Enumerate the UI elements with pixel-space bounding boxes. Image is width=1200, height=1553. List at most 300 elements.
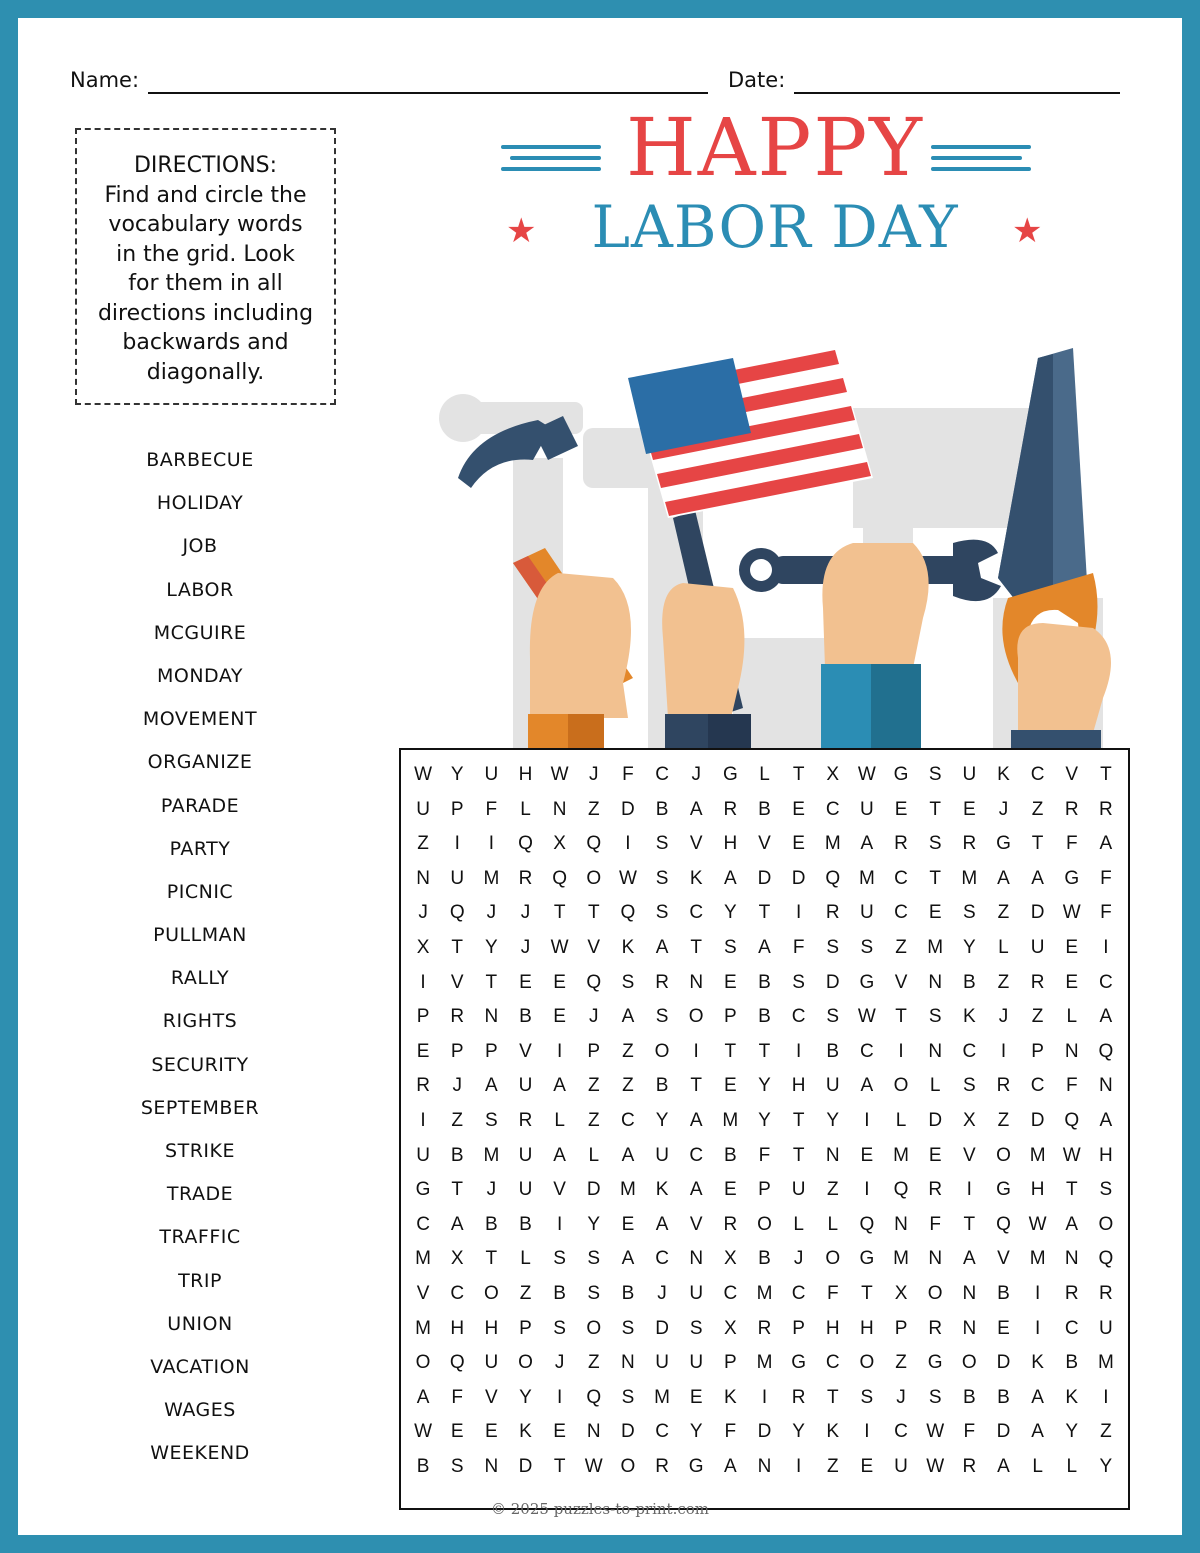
grid-letter[interactable]: L bbox=[998, 936, 1009, 958]
grid-letter[interactable]: N bbox=[1064, 1248, 1079, 1270]
grid-letter[interactable]: I bbox=[556, 1386, 563, 1408]
grid-letter[interactable]: H bbox=[518, 764, 533, 785]
grid-letter[interactable]: L bbox=[759, 764, 770, 785]
grid-letter[interactable]: L bbox=[1066, 1006, 1078, 1028]
grid-letter[interactable]: M bbox=[620, 1179, 636, 1201]
grid-letter[interactable]: Z bbox=[587, 1109, 600, 1131]
grid-letter[interactable]: E bbox=[928, 1144, 942, 1166]
grid-letter[interactable]: X bbox=[826, 764, 840, 785]
grid-letter[interactable]: C bbox=[962, 1040, 977, 1062]
grid-letter[interactable]: T bbox=[895, 1006, 907, 1028]
grid-letter[interactable]: J bbox=[486, 1179, 497, 1201]
grid-letter[interactable]: U bbox=[689, 1352, 704, 1374]
grid-letter[interactable]: T bbox=[929, 798, 941, 820]
grid-letter[interactable]: I bbox=[556, 1213, 563, 1235]
grid-letter[interactable]: Y bbox=[758, 1109, 771, 1131]
grid-letter[interactable]: Q bbox=[449, 902, 465, 924]
grid-letter[interactable]: J bbox=[520, 902, 531, 924]
grid-letter[interactable]: S bbox=[485, 1109, 498, 1131]
grid-letter[interactable]: I bbox=[1034, 1282, 1041, 1304]
grid-letter[interactable]: U bbox=[962, 764, 977, 785]
grid-letter[interactable]: S bbox=[450, 1455, 464, 1477]
grid-letter[interactable]: N bbox=[621, 1352, 635, 1374]
grid-letter[interactable]: M bbox=[415, 1317, 431, 1339]
grid-letter[interactable]: I bbox=[556, 1040, 563, 1062]
grid-letter[interactable]: Y bbox=[587, 1213, 601, 1235]
grid-letter[interactable]: R bbox=[1099, 1282, 1113, 1304]
grid-letter[interactable]: A bbox=[1031, 1421, 1044, 1443]
grid-letter[interactable]: T bbox=[553, 902, 566, 924]
grid-letter[interactable]: I bbox=[1103, 1386, 1109, 1408]
grid-letter[interactable]: U bbox=[450, 867, 465, 889]
grid-letter[interactable]: E bbox=[894, 798, 908, 820]
grid-letter[interactable]: S bbox=[826, 936, 840, 958]
grid-letter[interactable]: S bbox=[655, 867, 669, 889]
grid-letter[interactable]: O bbox=[859, 1352, 875, 1374]
grid-letter[interactable]: N bbox=[1064, 1040, 1079, 1062]
grid-letter[interactable]: N bbox=[484, 1006, 499, 1028]
grid-letter[interactable]: Z bbox=[1100, 1421, 1112, 1443]
grid-letter[interactable]: I bbox=[864, 1421, 870, 1443]
grid-letter[interactable]: H bbox=[791, 1075, 806, 1097]
grid-letter[interactable]: P bbox=[1031, 1040, 1044, 1062]
grid-letter[interactable]: A bbox=[553, 1144, 566, 1166]
grid-letter[interactable]: J bbox=[486, 902, 497, 924]
grid-letter[interactable]: P bbox=[792, 1317, 805, 1339]
grid-letter[interactable]: M bbox=[483, 867, 500, 889]
grid-letter[interactable]: R bbox=[450, 1006, 465, 1028]
grid-letter[interactable]: Z bbox=[622, 1075, 634, 1097]
grid-letter[interactable]: E bbox=[860, 1144, 874, 1166]
grid-letter[interactable]: R bbox=[1030, 971, 1045, 993]
grid-letter[interactable]: V bbox=[997, 1248, 1010, 1270]
grid-letter[interactable]: B bbox=[519, 1213, 532, 1235]
grid-letter[interactable]: F bbox=[1100, 867, 1112, 889]
grid-letter[interactable]: A bbox=[758, 936, 771, 958]
grid-letter[interactable]: L bbox=[520, 798, 531, 820]
grid-letter[interactable]: R bbox=[825, 902, 840, 924]
grid-letter[interactable]: W bbox=[1028, 1213, 1047, 1235]
grid-letter[interactable]: D bbox=[757, 1421, 772, 1443]
grid-letter[interactable]: E bbox=[553, 1006, 566, 1028]
grid-letter[interactable]: K bbox=[826, 1421, 840, 1443]
grid-letter[interactable]: A bbox=[416, 1386, 430, 1408]
grid-letter[interactable]: Z bbox=[895, 1352, 907, 1374]
grid-letter[interactable]: R bbox=[723, 1213, 738, 1235]
grid-letter[interactable]: W bbox=[857, 1006, 876, 1028]
grid-letter[interactable]: M bbox=[893, 1144, 909, 1166]
grid-letter[interactable]: T bbox=[1031, 833, 1044, 855]
grid-letter[interactable]: U bbox=[1030, 936, 1045, 958]
grid-letter[interactable]: E bbox=[553, 1421, 566, 1443]
grid-letter[interactable]: P bbox=[450, 1040, 464, 1062]
grid-letter[interactable]: R bbox=[757, 1317, 772, 1339]
grid-letter[interactable]: W bbox=[926, 1455, 945, 1477]
grid-letter[interactable]: V bbox=[553, 1179, 566, 1201]
grid-letter[interactable]: H bbox=[484, 1317, 499, 1339]
grid-letter[interactable]: F bbox=[963, 1421, 976, 1443]
grid-letter[interactable]: S bbox=[792, 971, 805, 993]
grid-letter[interactable]: L bbox=[929, 1075, 941, 1097]
grid-letter[interactable]: Q bbox=[586, 971, 602, 993]
grid-letter[interactable]: A bbox=[1099, 833, 1113, 855]
grid-letter[interactable]: Y bbox=[1099, 1455, 1113, 1477]
grid-letter[interactable]: F bbox=[724, 1421, 737, 1443]
grid-letter[interactable]: Z bbox=[997, 971, 1010, 993]
grid-letter[interactable]: Q bbox=[586, 833, 602, 855]
grid-letter[interactable]: N bbox=[586, 1421, 601, 1443]
grid-letter[interactable]: L bbox=[895, 1109, 907, 1131]
grid-letter[interactable]: S bbox=[553, 1317, 566, 1339]
grid-letter[interactable]: K bbox=[519, 1421, 532, 1443]
grid-letter[interactable]: U bbox=[655, 1352, 669, 1374]
grid-letter[interactable]: P bbox=[723, 1352, 737, 1374]
grid-letter[interactable]: G bbox=[996, 833, 1011, 855]
grid-letter[interactable]: P bbox=[450, 798, 464, 820]
grid-letter[interactable]: S bbox=[928, 1386, 942, 1408]
grid-letter[interactable]: A bbox=[689, 1109, 703, 1131]
grid-letter[interactable]: Z bbox=[997, 902, 1010, 924]
grid-letter[interactable]: S bbox=[587, 1282, 601, 1304]
grid-letter[interactable]: X bbox=[416, 936, 430, 958]
grid-letter[interactable]: S bbox=[962, 1075, 976, 1097]
grid-letter[interactable]: I bbox=[1000, 1040, 1007, 1062]
grid-letter[interactable]: T bbox=[485, 1248, 498, 1270]
grid-letter[interactable]: I bbox=[420, 971, 426, 993]
grid-letter[interactable]: I bbox=[625, 833, 631, 855]
date-line[interactable] bbox=[794, 92, 1120, 94]
grid-letter[interactable]: D bbox=[1030, 902, 1045, 924]
grid-letter[interactable]: F bbox=[1100, 902, 1112, 924]
grid-letter[interactable]: T bbox=[451, 1179, 464, 1201]
grid-letter[interactable]: I bbox=[898, 1040, 904, 1062]
grid-letter[interactable]: O bbox=[825, 1248, 841, 1270]
grid-letter[interactable]: I bbox=[420, 1109, 426, 1131]
grid-letter[interactable]: O bbox=[927, 1282, 943, 1304]
grid-letter[interactable]: C bbox=[791, 1006, 806, 1028]
grid-letter[interactable]: N bbox=[484, 1455, 499, 1477]
grid-letter[interactable]: Z bbox=[587, 1075, 600, 1097]
grid-letter[interactable]: Y bbox=[962, 936, 976, 958]
grid-letter[interactable]: A bbox=[997, 867, 1010, 889]
grid-letter[interactable]: M bbox=[483, 1144, 500, 1166]
grid-letter[interactable]: S bbox=[723, 936, 737, 958]
grid-letter[interactable]: H bbox=[1099, 1144, 1113, 1166]
grid-letter[interactable]: H bbox=[825, 1317, 840, 1339]
grid-letter[interactable]: Z bbox=[1031, 1006, 1044, 1028]
grid-letter[interactable]: G bbox=[1064, 867, 1080, 889]
grid-letter[interactable]: Y bbox=[655, 1109, 669, 1131]
grid-letter[interactable]: Z bbox=[587, 798, 600, 820]
grid-letter[interactable]: Y bbox=[758, 1075, 771, 1097]
grid-letter[interactable]: E bbox=[416, 1040, 430, 1062]
grid-letter[interactable]: K bbox=[723, 1386, 737, 1408]
grid-letter[interactable]: E bbox=[485, 1421, 498, 1443]
grid-letter[interactable]: R bbox=[723, 798, 738, 820]
grid-letter[interactable]: C bbox=[825, 798, 840, 820]
grid-letter[interactable]: G bbox=[893, 764, 909, 785]
grid-letter[interactable]: Q bbox=[620, 902, 636, 924]
grid-letter[interactable]: A bbox=[1099, 1006, 1113, 1028]
grid-letter[interactable]: Q bbox=[893, 1179, 909, 1201]
grid-letter[interactable]: B bbox=[758, 1006, 771, 1028]
grid-letter[interactable]: Y bbox=[519, 1386, 532, 1408]
grid-letter[interactable]: B bbox=[655, 1075, 669, 1097]
grid-letter[interactable]: A bbox=[655, 1213, 669, 1235]
grid-letter[interactable]: C bbox=[655, 764, 669, 785]
grid-letter[interactable]: N bbox=[962, 1317, 977, 1339]
grid-letter[interactable]: V bbox=[689, 1213, 703, 1235]
grid-letter[interactable]: U bbox=[860, 902, 874, 924]
grid-letter[interactable]: A bbox=[723, 867, 737, 889]
grid-letter[interactable]: E bbox=[621, 1213, 635, 1235]
grid-letter[interactable]: I bbox=[1103, 936, 1109, 958]
grid-letter[interactable]: N bbox=[416, 867, 430, 889]
grid-letter[interactable]: M bbox=[722, 1109, 739, 1131]
grid-letter[interactable]: Q bbox=[449, 1352, 465, 1374]
grid-letter[interactable]: L bbox=[1066, 1455, 1078, 1477]
grid-letter[interactable]: D bbox=[996, 1421, 1011, 1443]
grid-letter[interactable]: J bbox=[554, 1352, 565, 1374]
grid-letter[interactable]: W bbox=[584, 1455, 603, 1477]
grid-letter[interactable]: G bbox=[688, 1455, 704, 1477]
grid-letter[interactable]: A bbox=[962, 1248, 976, 1270]
grid-letter[interactable]: U bbox=[484, 1352, 499, 1374]
grid-letter[interactable]: L bbox=[1032, 1455, 1043, 1477]
grid-letter[interactable]: T bbox=[485, 971, 498, 993]
grid-letter[interactable]: M bbox=[1029, 1144, 1046, 1166]
grid-letter[interactable]: O bbox=[586, 1317, 602, 1339]
grid-letter[interactable]: W bbox=[1062, 1144, 1081, 1166]
grid-letter[interactable]: S bbox=[621, 1386, 635, 1408]
grid-letter[interactable]: I bbox=[795, 1040, 802, 1062]
grid-letter[interactable]: J bbox=[896, 1386, 906, 1408]
grid-letter[interactable]: S bbox=[587, 1248, 601, 1270]
grid-letter[interactable]: C bbox=[450, 1282, 465, 1304]
grid-letter[interactable]: G bbox=[791, 1352, 806, 1374]
grid-letter[interactable]: T bbox=[792, 764, 805, 785]
grid-letter[interactable]: R bbox=[1064, 1282, 1079, 1304]
grid-letter[interactable]: A bbox=[1065, 1213, 1079, 1235]
grid-letter[interactable]: W bbox=[414, 1421, 433, 1443]
grid-letter[interactable]: B bbox=[485, 1213, 498, 1235]
grid-letter[interactable]: D bbox=[586, 1179, 601, 1201]
grid-letter[interactable]: H bbox=[723, 833, 738, 855]
grid-letter[interactable]: S bbox=[860, 1386, 874, 1408]
grid-letter[interactable]: B bbox=[1065, 1352, 1079, 1374]
grid-letter[interactable]: E bbox=[928, 902, 942, 924]
grid-letter[interactable]: A bbox=[860, 1075, 874, 1097]
grid-letter[interactable]: E bbox=[962, 798, 976, 820]
grid-letter[interactable]: Q bbox=[996, 1213, 1011, 1235]
grid-letter[interactable]: B bbox=[553, 1282, 566, 1304]
grid-letter[interactable]: A bbox=[450, 1213, 464, 1235]
grid-letter[interactable]: Y bbox=[485, 936, 498, 958]
grid-letter[interactable]: E bbox=[860, 1455, 874, 1477]
grid-letter[interactable]: Q bbox=[1064, 1109, 1080, 1131]
grid-letter[interactable]: U bbox=[484, 764, 499, 785]
grid-letter[interactable]: K bbox=[689, 867, 703, 889]
grid-letter[interactable]: H bbox=[1030, 1179, 1045, 1201]
grid-letter[interactable]: S bbox=[621, 1317, 635, 1339]
grid-letter[interactable]: Q bbox=[552, 867, 568, 889]
grid-letter[interactable]: T bbox=[1100, 764, 1112, 785]
grid-letter[interactable]: M bbox=[654, 1386, 670, 1408]
grid-letter[interactable]: W bbox=[550, 764, 569, 785]
grid-letter[interactable]: O bbox=[620, 1455, 636, 1477]
grid-letter[interactable]: C bbox=[894, 1421, 908, 1443]
grid-letter[interactable]: U bbox=[689, 1282, 704, 1304]
grid-letter[interactable]: N bbox=[552, 798, 567, 820]
grid-letter[interactable]: J bbox=[657, 1282, 667, 1304]
grid-letter[interactable]: R bbox=[416, 1075, 430, 1097]
grid-letter[interactable]: Z bbox=[997, 1109, 1010, 1131]
grid-letter[interactable]: B bbox=[758, 798, 771, 820]
grid-letter[interactable]: R bbox=[1064, 798, 1079, 820]
grid-letter[interactable]: I bbox=[795, 1455, 802, 1477]
grid-letter[interactable]: F bbox=[1065, 833, 1078, 855]
grid-letter[interactable]: B bbox=[758, 971, 771, 993]
grid-letter[interactable]: B bbox=[519, 1006, 532, 1028]
grid-letter[interactable]: E bbox=[553, 971, 566, 993]
grid-letter[interactable]: W bbox=[926, 1421, 945, 1443]
grid-letter[interactable]: V bbox=[587, 936, 601, 958]
grid-letter[interactable]: Z bbox=[826, 1179, 839, 1201]
grid-letter[interactable]: M bbox=[961, 867, 978, 889]
grid-letter[interactable]: G bbox=[996, 1179, 1011, 1201]
grid-letter[interactable]: S bbox=[928, 764, 942, 785]
grid-letter[interactable]: X bbox=[553, 833, 566, 855]
grid-letter[interactable]: K bbox=[997, 764, 1010, 785]
grid-letter[interactable]: D bbox=[1030, 1109, 1045, 1131]
grid-letter[interactable]: R bbox=[518, 1109, 533, 1131]
grid-letter[interactable]: Z bbox=[826, 1455, 839, 1477]
grid-letter[interactable]: W bbox=[1062, 902, 1081, 924]
grid-letter[interactable]: A bbox=[553, 1075, 566, 1097]
grid-letter[interactable]: P bbox=[758, 1179, 771, 1201]
grid-letter[interactable]: M bbox=[415, 1248, 431, 1270]
grid-letter[interactable]: E bbox=[519, 971, 532, 993]
grid-letter[interactable]: N bbox=[1099, 1075, 1113, 1097]
grid-letter[interactable]: A bbox=[1099, 1109, 1113, 1131]
grid-letter[interactable]: C bbox=[825, 1352, 840, 1374]
grid-letter[interactable]: D bbox=[518, 1455, 533, 1477]
grid-letter[interactable]: I bbox=[1034, 1317, 1041, 1339]
grid-letter[interactable]: Z bbox=[587, 1352, 600, 1374]
grid-letter[interactable]: H bbox=[860, 1317, 874, 1339]
grid-letter[interactable]: T bbox=[758, 1040, 771, 1062]
grid-letter[interactable]: Q bbox=[586, 1386, 602, 1408]
grid-letter[interactable]: O bbox=[1098, 1213, 1114, 1235]
grid-letter[interactable]: J bbox=[998, 798, 1009, 820]
grid-letter[interactable]: E bbox=[450, 1421, 464, 1443]
grid-letter[interactable]: T bbox=[587, 902, 600, 924]
grid-letter[interactable]: R bbox=[928, 1317, 943, 1339]
grid-letter[interactable]: A bbox=[860, 833, 874, 855]
grid-letter[interactable]: B bbox=[962, 971, 976, 993]
grid-letter[interactable]: M bbox=[1029, 1248, 1046, 1270]
grid-letter[interactable]: E bbox=[723, 1075, 737, 1097]
grid-letter[interactable]: Q bbox=[825, 867, 841, 889]
grid-letter[interactable]: F bbox=[622, 764, 634, 785]
grid-letter[interactable]: W bbox=[550, 936, 569, 958]
grid-letter[interactable]: Z bbox=[519, 1282, 532, 1304]
grid-letter[interactable]: A bbox=[621, 1248, 635, 1270]
grid-letter[interactable]: C bbox=[723, 1282, 738, 1304]
grid-letter[interactable]: Z bbox=[895, 936, 907, 958]
grid-letter[interactable]: S bbox=[962, 902, 976, 924]
grid-letter[interactable]: O bbox=[518, 1352, 533, 1374]
grid-letter[interactable]: G bbox=[927, 1352, 943, 1374]
grid-letter[interactable]: J bbox=[452, 1075, 462, 1097]
grid-letter[interactable]: M bbox=[927, 936, 944, 958]
grid-letter[interactable]: F bbox=[929, 1213, 941, 1235]
grid-letter[interactable]: X bbox=[723, 1317, 737, 1339]
grid-letter[interactable]: P bbox=[894, 1317, 908, 1339]
grid-letter[interactable]: B bbox=[997, 1386, 1010, 1408]
grid-letter[interactable]: Z bbox=[451, 1109, 464, 1131]
grid-letter[interactable]: C bbox=[1030, 1075, 1045, 1097]
grid-letter[interactable]: E bbox=[1065, 971, 1079, 993]
grid-letter[interactable]: U bbox=[518, 1075, 533, 1097]
grid-letter[interactable]: X bbox=[894, 1282, 908, 1304]
grid-letter[interactable]: A bbox=[1031, 867, 1044, 889]
grid-letter[interactable]: J bbox=[520, 936, 531, 958]
grid-letter[interactable]: K bbox=[1031, 1352, 1044, 1374]
grid-letter[interactable]: S bbox=[928, 1006, 942, 1028]
grid-letter[interactable]: O bbox=[961, 1352, 977, 1374]
grid-letter[interactable]: U bbox=[1099, 1317, 1113, 1339]
grid-letter[interactable]: L bbox=[827, 1213, 839, 1235]
grid-letter[interactable]: S bbox=[928, 833, 942, 855]
grid-letter[interactable]: W bbox=[618, 867, 637, 889]
grid-letter[interactable]: T bbox=[963, 1213, 976, 1235]
grid-letter[interactable]: C bbox=[689, 1144, 704, 1166]
grid-letter[interactable]: T bbox=[792, 1109, 805, 1131]
grid-letter[interactable]: T bbox=[792, 1144, 805, 1166]
grid-letter[interactable]: S bbox=[655, 902, 669, 924]
grid-letter[interactable]: A bbox=[689, 798, 703, 820]
grid-letter[interactable]: D bbox=[825, 971, 840, 993]
grid-letter[interactable]: P bbox=[416, 1006, 430, 1028]
grid-letter[interactable]: T bbox=[553, 1455, 566, 1477]
grid-letter[interactable]: I bbox=[864, 1179, 870, 1201]
grid-letter[interactable]: E bbox=[792, 798, 805, 820]
grid-letter[interactable]: T bbox=[826, 1386, 839, 1408]
grid-letter[interactable]: C bbox=[1030, 764, 1045, 785]
grid-letter[interactable]: B bbox=[416, 1455, 430, 1477]
grid-letter[interactable]: L bbox=[588, 1144, 600, 1166]
grid-letter[interactable]: Y bbox=[826, 1109, 840, 1131]
grid-letter[interactable]: C bbox=[1099, 971, 1113, 993]
grid-letter[interactable]: B bbox=[962, 1386, 976, 1408]
grid-letter[interactable]: R bbox=[894, 833, 908, 855]
grid-letter[interactable]: C bbox=[416, 1213, 430, 1235]
grid-letter[interactable]: L bbox=[554, 1109, 565, 1131]
grid-letter[interactable]: I bbox=[454, 833, 460, 855]
grid-letter[interactable]: S bbox=[860, 936, 874, 958]
grid-letter[interactable]: S bbox=[655, 1006, 669, 1028]
grid-letter[interactable]: Q bbox=[859, 1213, 875, 1235]
grid-letter[interactable]: J bbox=[589, 1006, 599, 1028]
grid-letter[interactable]: V bbox=[450, 971, 464, 993]
grid-letter[interactable]: F bbox=[451, 1386, 464, 1408]
grid-letter[interactable]: O bbox=[654, 1040, 670, 1062]
grid-letter[interactable]: C bbox=[860, 1040, 874, 1062]
grid-letter[interactable]: Z bbox=[622, 1040, 634, 1062]
grid-letter[interactable]: I bbox=[864, 1109, 870, 1131]
grid-letter[interactable]: V bbox=[519, 1040, 532, 1062]
